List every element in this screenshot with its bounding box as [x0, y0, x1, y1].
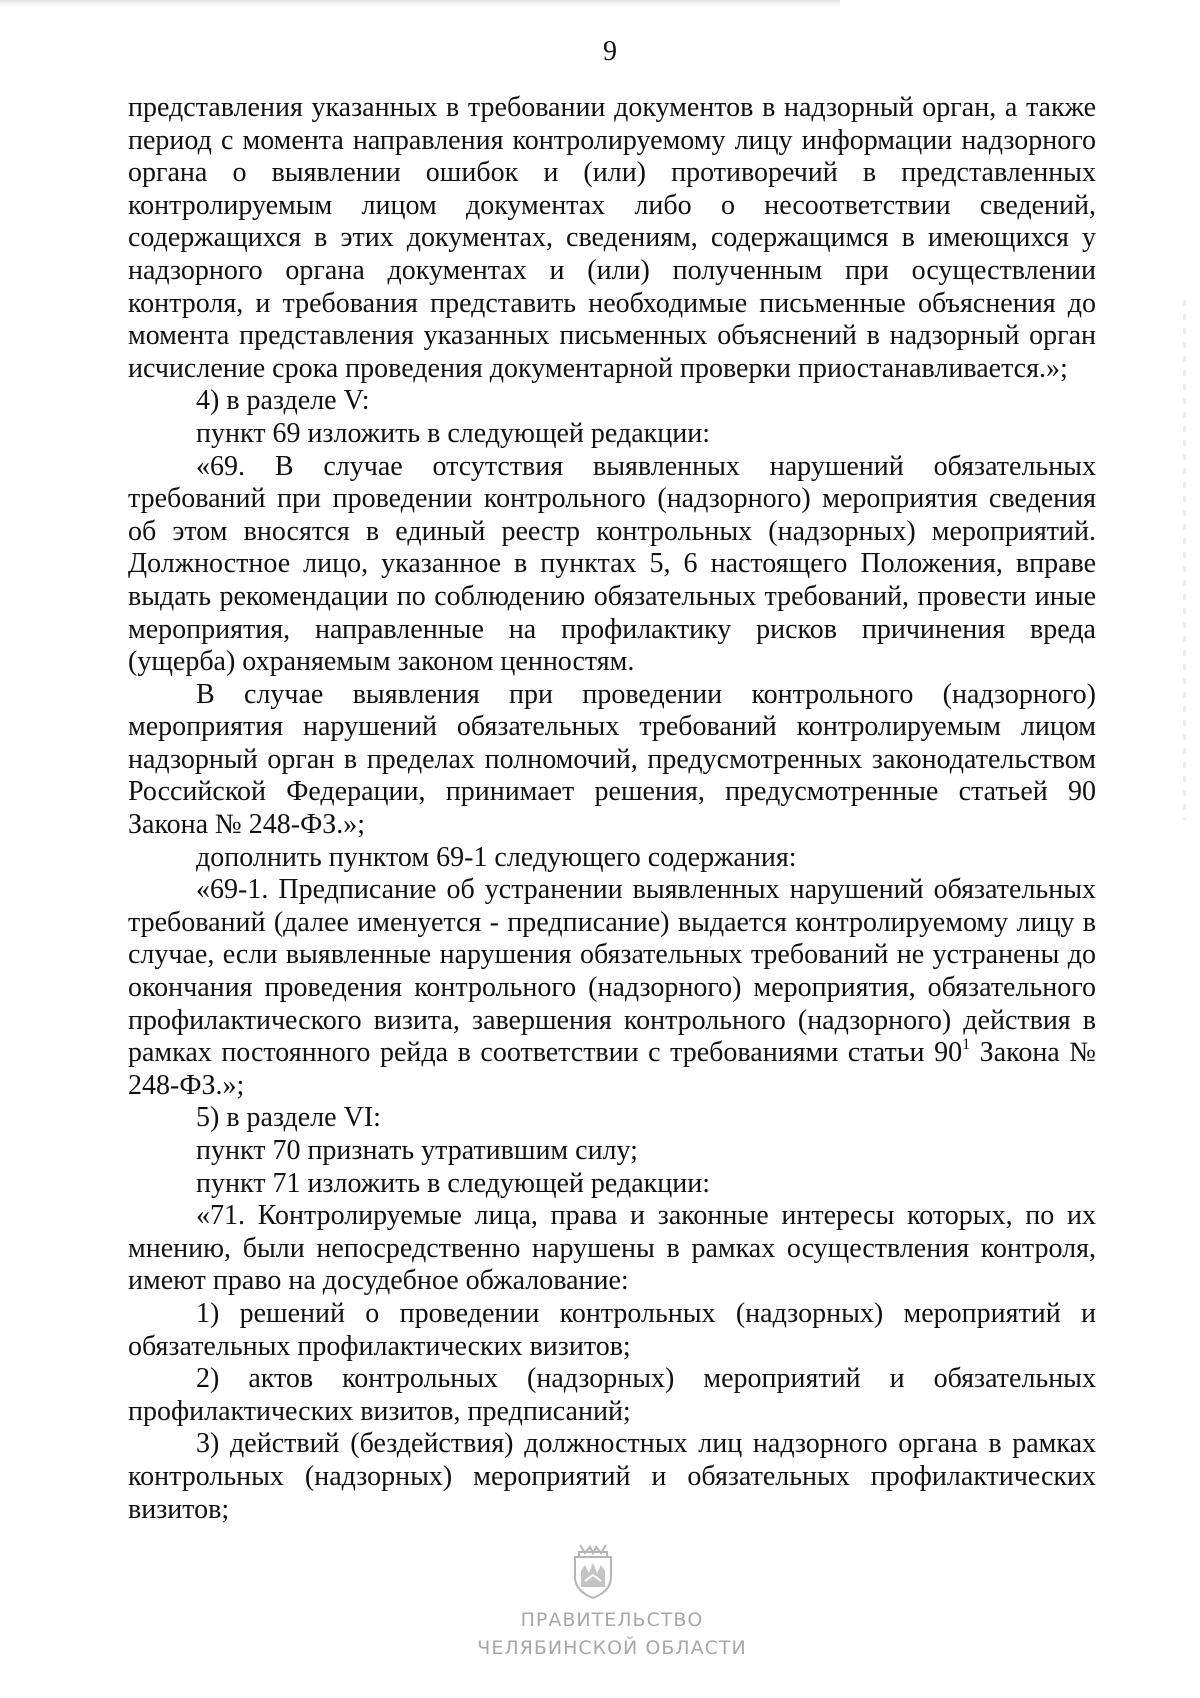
paragraph-2: 4) в разделе V: [196, 385, 370, 417]
paragraph-12: 1) решений о проведении контрольных (надзорных) мероприятий и обязательных профилактических визитов; [128, 1297, 1096, 1362]
paragraph-3: пункт 69 изложить в следующей редакции: [196, 417, 710, 449]
paragraph-5: В случае выявления при проведении контрольного (надзорного) мероприятия нарушений обязательных требований контролируемым лицом надзорный орган в пределах полномочий, предусмотренных законодательством Российской Федерации, принимает решения, предусмотренные статьей 90 Закона № 248-ФЗ.»; [128, 678, 1096, 841]
paragraph-11: «71. Контролируемые лица, права и законные интересы которых, по их мнению, были непосредственно нарушены в рамках осуществления контроля, имеют право на досудебное обжалование: [128, 1200, 1096, 1297]
footer-organization-line-2: ЧЕЛЯБИНСКОЙ ОБЛАСТИ [477, 1637, 747, 1659]
paragraph-4: «69. В случае отсутствия выявленных нарушений обязательных требований при проведении контрольного (надзорного) мероприятия сведения об этом вносятся в единый реестр контрольных (надзорных) мероприятий. Должностное лицо, указанное в пунктах 5, 6 настоящего Положения, вправе выдать рекомендации по соблюдению обязательных требований, провести иные мероприятия, направленные на профилактику рисков причинения вреда (ущерба) охраняемым законом ценностям. [128, 450, 1096, 678]
paragraph-6: дополнить пунктом 69-1 следующего содержания: [196, 841, 797, 873]
paragraph-8: 5) в разделе VI: [196, 1102, 381, 1134]
paragraph-7-text: «69-1. Предписание об устранении выявленных нарушений обязательных требований (далее именуется - предписание) выдается контролируемому лицу в случае, если выявленные нарушения обязательных требований не устранены до окончания проведения контрольного (надзорного) мероприятия, обязательного профилактического визита, завершения контрольного (надзорного) действия в рамках постоянного рейда в соответствии с требованиями статьи 90 [128, 874, 1096, 1069]
paragraph-7 [128, 874, 1096, 1102]
paragraph-7-tail: Закона № 248-ФЗ.»; [128, 1037, 1097, 1101]
paragraph-9: пункт 70 признать утратившим силу; [196, 1135, 638, 1166]
paragraph-1: представления указанных в требовании документов в надзорный орган, а также период с момента направления контролируемому лицу информации надзорного органа о выявлении ошибок и (или) противоречий в представленных контролируемым лицом документах либо о несоответствии сведений, содержащихся в этих документах, сведениям, содержащимся в имеющихся у надзорного органа документах и (или) полученным при осуществлении контроля, и требования представить необходимые письменные объяснения до момента представления указанных письменных объяснений в надзорный орган исчисление срока проведения документарной проверки приостанавливается.»; [128, 92, 1096, 384]
paragraph-13: 2) актов контрольных (надзорных) мероприятий и обязательных профилактических визитов, предписаний; [128, 1363, 1096, 1427]
footer-organization-line-1: ПРАВИТЕЛЬСТВО [520, 1609, 704, 1631]
coat-of-arms-icon [566, 1543, 620, 1601]
page-number: 9 [603, 36, 617, 67]
document-body [128, 92, 1096, 1526]
scan-edge [0, 0, 840, 8]
paragraph-10: пункт 71 изложить в следующей редакции: [196, 1167, 710, 1199]
superscript-1: 1 [962, 1036, 971, 1054]
paragraph-14: 3) действий (бездействия) должностных лиц надзорного органа в рамках контрольных (надзорных) мероприятий и обязательных профилактических визитов; [128, 1428, 1096, 1525]
scan-margin-artifact [1183, 300, 1186, 820]
